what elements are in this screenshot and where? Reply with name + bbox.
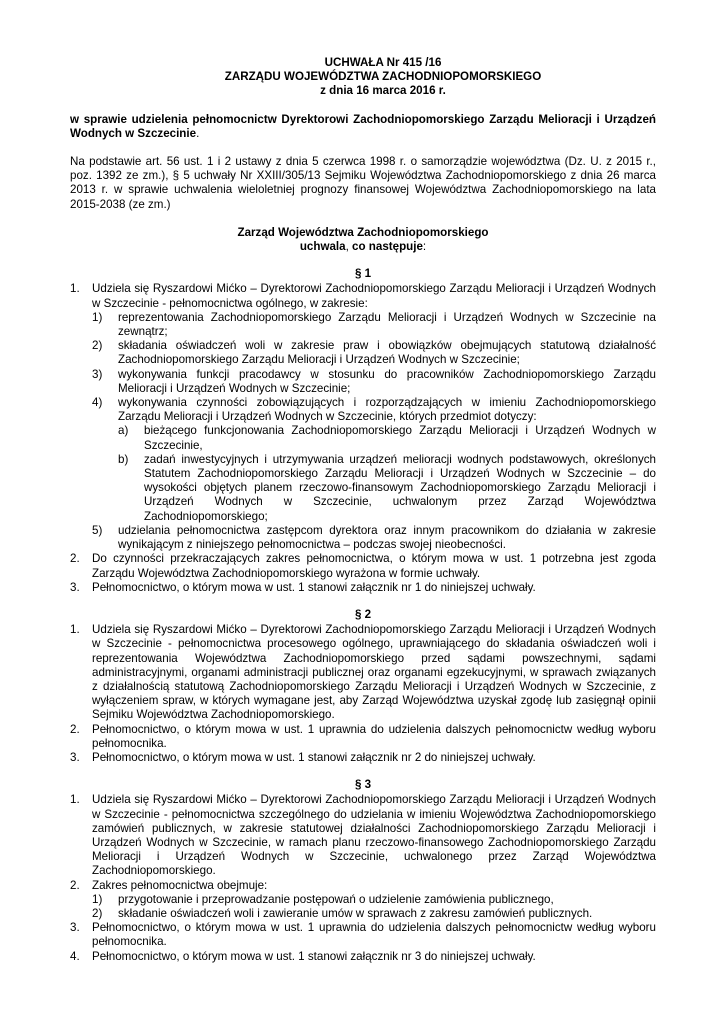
item-number: 3.	[70, 580, 80, 594]
paragraph-item	[70, 879, 656, 922]
item-text: udzielania pełnomocnictwa zastępcom dyrektora oraz innym pracownikom do działania w zakresie wynikającym z niniejszego pełnomocnictwa – podczas swojej nieobecności.	[118, 523, 656, 552]
paragraph-item	[70, 552, 656, 580]
section-items	[70, 793, 656, 963]
item-number: 3.	[70, 750, 80, 764]
item-text: Udziela się Ryszardowi Mićko – Dyrektorowi Zachodniopomorskiego Zarządu Melioracji i Urządzeń Wodnych w Szczecinie - pełnomocnictwa procesowego ogólnego, uprawniającego do składania oświadczeń woli i reprezentowania Województwa Zachodniopomorskiego przed sądami powszechnymi, sądami administracyjnymi, organami administracji publicznej oraz organami egzekucyjnymi, w sprawach związanych z działalnością statutową Zachodniopomorskiego Zarządu Melioracji i Urządzeń Wodnych w Szczecinie, z wyłączeniem spraw, w których wymagane jest, aby Zarząd Województwa uzyskał zgodę lub zasięgnął opinii Sejmiku Województwa Zachodniopomorskiego.	[92, 623, 656, 722]
item-number: 4.	[70, 949, 80, 963]
paragraph-item	[70, 581, 656, 595]
item-body	[118, 893, 656, 907]
item-text: reprezentowania Zachodniopomorskiego Zarządu Melioracji i Urządzeń Wodnych w Szczecinie na zewnątrz;	[118, 310, 656, 339]
item-number: 2)	[92, 906, 103, 920]
item-body	[92, 581, 656, 595]
item-body	[92, 282, 656, 552]
board-name: Zarząd Województwa Zachodniopomorskiego	[237, 225, 489, 239]
item-body	[92, 879, 656, 922]
item-body	[118, 524, 656, 552]
item-number: 2.	[70, 722, 80, 736]
point-item	[92, 907, 656, 921]
item-body	[118, 339, 656, 367]
item-text: Udziela się Ryszardowi Mićko – Dyrektorowi Zachodniopomorskiego Zarządu Melioracji i Urządzeń Wodnych w Szczecinie - pełnomocnictwa szczególnego do udzielania w imieniu Województwa Zachodniopomorskiego zamówień publicznych, w zakresie statutowej działalności Zachodniopomorskiego Zarządu Melioracji i Urządzeń Wodnych w Szczecinie, w ramach planu rzeczowo-finansowego Zachodniopomorskiego Zarządu Melioracji i Urządzeń Wodnych w Szczecinie, uchwalonego przez Zarząd Województwa Zachodniopomorskiego.	[92, 793, 656, 878]
paragraph-item	[70, 921, 656, 949]
item-text: składanie oświadczeń woli i zawieranie umów w sprawach z zakresu zamówień publicznych.	[118, 906, 593, 920]
item-body	[118, 311, 656, 339]
item-body	[118, 396, 656, 524]
item-number: 5)	[92, 523, 103, 537]
point-item	[92, 893, 656, 907]
item-body	[144, 453, 656, 524]
section-title: § 1	[354, 267, 372, 281]
item-text: Zakres pełnomocnictwa obejmuje:	[92, 878, 268, 892]
item-number: 1)	[92, 892, 103, 906]
item-text: Udziela się Ryszardowi Mićko – Dyrektorowi Zachodniopomorskiego Zarządu Melioracji i Urządzeń Wodnych w Szczecinie - pełnomocnictwa ogólnego, w zakresie:	[92, 282, 656, 310]
item-text: zadań inwestycyjnych i utrzymywania urządzeń melioracji wodnych podstawowych, określonych Statutem Zachodniopomorskiego Zarządu Melioracji i Urządzeń Wodnych w Szczecinie – do wysokości objętych planem rzeczowo-finansowym Zachodniopomorskiego Zarządu Melioracji i Urządzeń Wodnych w Szczecinie, uchwalonym przez Zarząd Województwa Zachodniopomorskiego;	[144, 452, 656, 523]
point-item	[92, 368, 656, 396]
section	[70, 778, 656, 964]
paragraph-item	[70, 950, 656, 964]
document-page	[70, 56, 656, 964]
item-number: 2)	[92, 339, 103, 353]
point-item	[92, 339, 656, 367]
board-resolves: uchwala, co następuje:	[299, 240, 427, 254]
board-decision	[70, 226, 656, 254]
item-text: Pełnomocnictwo, o którym mowa w ust. 1 uprawnia do udzielenia dalszych pełnomocnictw według wyboru pełnomocnika.	[92, 921, 656, 949]
item-number: 4)	[92, 396, 103, 410]
item-number: 3)	[92, 367, 103, 381]
paragraph-item	[70, 623, 656, 722]
section	[70, 267, 656, 595]
item-text: wykonywania funkcji pracodawcy w stosunku do pracowników Zachodniopomorskiego Zarządu Melioracji i Urządzeń Wodnych w Szczecinie;	[118, 367, 656, 395]
item-body	[92, 751, 656, 765]
item-number: 1.	[70, 623, 80, 637]
letter-item	[118, 453, 656, 524]
section-title: § 3	[354, 778, 372, 792]
section-items	[70, 623, 656, 765]
resolution-date: z dnia 16 marca 2016 r.	[320, 84, 446, 98]
legal-basis: Na podstawie art. 56 ust. 1 i 2 ustawy z dnia 5 czerwca 1998 r. o samorządzie województwa (Dz. U. z 2015 r., poz. 1392 ze zm.), § 5 uchwały Nr XXIII/305/13 Sejmiku Województwa Zachodniopomorskiego z dnia 26 marca 2013 r. w sprawie uchwalenia wieloletniej prognozy finansowej Województwa Zachodniopomorskiego na lata 2015-2038 (ze zm.)	[70, 155, 656, 211]
item-number: 1)	[92, 310, 103, 324]
item-text: Pełnomocnictwo, o którym mowa w ust. 1 uprawnia do udzielenia dalszych pełnomocnictw według wyboru pełnomocnika.	[92, 722, 656, 750]
item-number: 2.	[70, 878, 80, 892]
item-number: b)	[118, 452, 129, 466]
item-body	[118, 907, 656, 921]
section-title: § 2	[354, 607, 372, 621]
item-body	[92, 552, 656, 580]
issuing-body: ZARZĄDU WOJEWÓDZTWA ZACHODNIOPOMORSKIEGO	[224, 70, 542, 84]
item-body	[118, 368, 656, 396]
letter-item	[118, 424, 656, 452]
item-text: składania oświadczeń woli w zakresie praw i obowiązków obejmujących statutową działalność Zachodniopomorskiego Zarządu Melioracji i Urządzeń Wodnych w Szczecinie;	[118, 339, 656, 367]
paragraph-item	[70, 751, 656, 765]
subject-text: w sprawie udzielenia pełnomocnictw Dyrektorowi Zachodniopomorskiego Zarządu Melioracji i Urządzeń Wodnych w Szczecinie	[70, 112, 656, 140]
item-number: a)	[118, 424, 129, 438]
item-text: Pełnomocnictwo, o którym mowa w ust. 1 stanowi załącznik nr 2 do niniejszej uchwały.	[92, 750, 536, 764]
item-body	[92, 623, 656, 722]
item-body	[92, 921, 656, 949]
item-text: Pełnomocnictwo, o którym mowa w ust. 1 stanowi załącznik nr 3 do niniejszej uchwały.	[92, 949, 536, 963]
item-body	[144, 424, 656, 452]
item-number: 1.	[70, 282, 80, 296]
item-text: Pełnomocnictwo, o którym mowa w ust. 1 stanowi załącznik nr 1 do niniejszej uchwały.	[92, 580, 536, 594]
point-item	[92, 524, 656, 552]
paragraph-item	[70, 793, 656, 878]
subject-end: .	[196, 126, 200, 140]
item-number: 3.	[70, 921, 80, 935]
item-number: 2.	[70, 552, 80, 566]
paragraph-item	[70, 723, 656, 751]
item-number: 1.	[70, 793, 80, 807]
paragraph-item	[70, 282, 656, 552]
item-text: wykonywania czynności zobowiązujących i rozporządzających w imieniu Zachodniopomorskiego Zarządu Melioracji i Urządzeń Wodnych w Szczecinie, których przedmiot dotyczy:	[118, 396, 656, 424]
section	[70, 608, 656, 765]
resolution-number: UCHWAŁA Nr 415 /16	[324, 56, 442, 69]
item-text: Do czynności przekraczających zakres pełnomocnictwa, o którym mowa w ust. 1 potrzebna jest zgoda Zarządu Województwa Zachodniopomorskiego wyrażona w formie uchwały.	[92, 552, 656, 580]
resolution-subject	[70, 113, 656, 141]
sections-container	[70, 267, 656, 964]
item-text: przygotowanie i przeprowadzanie postępowań o udzielenie zamówienia publicznego,	[118, 892, 554, 906]
point-item	[92, 396, 656, 524]
item-body	[92, 793, 656, 878]
point-item	[92, 311, 656, 339]
section-items	[70, 282, 656, 594]
resolution-header	[110, 56, 656, 99]
item-text: bieżącego funkcjonowania Zachodniopomorskiego Zarządu Melioracji i Urządzeń Wodnych w Szczecinie,	[144, 424, 656, 452]
item-body	[92, 723, 656, 751]
item-body	[92, 950, 656, 964]
